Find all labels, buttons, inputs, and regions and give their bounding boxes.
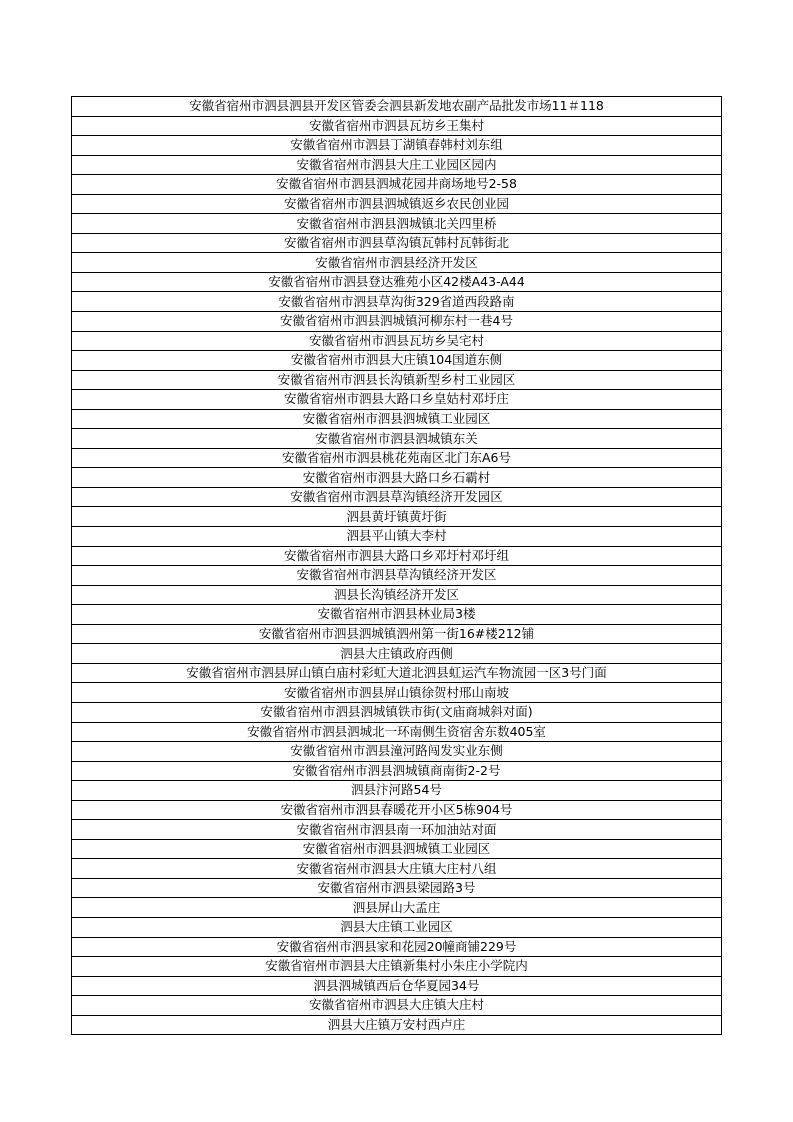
address-cell: 安徽省宿州市泗县南一环加油站对面: [72, 820, 722, 840]
table-row: [72, 507, 722, 527]
address-cell: 安徽省宿州市泗县大庄镇104国道东侧: [72, 351, 722, 371]
address-cell: 安徽省宿州市泗县梁园路3号: [72, 878, 722, 898]
address-cell: 泗县平山镇大李村: [72, 527, 722, 547]
table-row: [72, 859, 722, 879]
table-row: [72, 898, 722, 918]
table-row: [72, 937, 722, 957]
table-row: [72, 546, 722, 566]
table-row: [72, 820, 722, 840]
table-row: [72, 878, 722, 898]
address-cell: 泗县汴河路54号: [72, 781, 722, 801]
table-row: [72, 253, 722, 273]
address-cell: 安徽省宿州市泗县大庄镇新集村小朱庄小学院内: [72, 957, 722, 977]
address-cell: 安徽省宿州市泗县潼河路闯发实业东侧: [72, 742, 722, 762]
address-cell: 安徽省宿州市泗县泗城镇泗州第一街16#楼212铺: [72, 624, 722, 644]
address-cell: 安徽省宿州市泗县经济开发区: [72, 253, 722, 273]
address-cell: 安徽省宿州市泗县泗城镇东关: [72, 429, 722, 449]
address-cell: 安徽省宿州市泗县草沟街329省道西段路南: [72, 292, 722, 312]
table-row: [72, 331, 722, 351]
table-row: [72, 390, 722, 410]
table-row: [72, 429, 722, 449]
address-cell: 安徽省宿州市泗县屏山镇白庙村彩虹大道北泗县虹运汽车物流园一区3号门面: [72, 663, 722, 683]
table-row: [72, 917, 722, 937]
table-row: [72, 702, 722, 722]
address-cell: 安徽省宿州市泗县春暖花开小区5栋904号: [72, 800, 722, 820]
address-cell: 安徽省宿州市泗县泗城花园井商场地号2-58: [72, 175, 722, 195]
address-cell: 安徽省宿州市泗县泗城镇河柳东村一巷4号: [72, 312, 722, 332]
table-row: [72, 742, 722, 762]
address-cell: 安徽省宿州市泗县大路口乡皇姑村邓圩庄: [72, 390, 722, 410]
table-row: [72, 116, 722, 136]
address-cell: 安徽省宿州市泗县泗城镇铁市街(文庙商城斜对面): [72, 702, 722, 722]
address-cell: 安徽省宿州市泗县屏山镇徐贺村邢山南坡: [72, 683, 722, 703]
table-row: [72, 585, 722, 605]
address-cell: 安徽省宿州市泗县丁湖镇春韩村刘东组: [72, 136, 722, 156]
table-row: [72, 155, 722, 175]
table-row: [72, 976, 722, 996]
address-cell: 安徽省宿州市泗县泗城镇北关四里桥: [72, 214, 722, 234]
table-row: [72, 233, 722, 253]
address-cell: 泗县屏山大孟庄: [72, 898, 722, 918]
table-row: [72, 781, 722, 801]
table-row: [72, 351, 722, 371]
table-row: [72, 292, 722, 312]
table-row: [72, 1015, 722, 1035]
address-cell: 安徽省宿州市泗县长沟镇新型乡村工业园区: [72, 370, 722, 390]
address-cell: 安徽省宿州市泗县大路口乡石霸村: [72, 468, 722, 488]
address-cell: 安徽省宿州市泗县家和花园20幢商铺229号: [72, 937, 722, 957]
table-row: [72, 194, 722, 214]
address-cell: 泗县长沟镇经济开发区: [72, 585, 722, 605]
address-cell: 安徽省宿州市泗县泗城镇商南街2-2号: [72, 761, 722, 781]
table-row: [72, 663, 722, 683]
address-cell: 泗县大庄镇政府西侧: [72, 644, 722, 664]
table-row: [72, 409, 722, 429]
address-cell: 安徽省宿州市泗县瓦坊乡王集村: [72, 116, 722, 136]
address-cell: 泗县泗城镇西后仓华夏园34号: [72, 976, 722, 996]
table-row: [72, 97, 722, 117]
address-cell: 安徽省宿州市泗县草沟镇经济开发区: [72, 566, 722, 586]
table-row: [72, 370, 722, 390]
table-row: [72, 644, 722, 664]
address-cell: 泗县黄圩镇黄圩街: [72, 507, 722, 527]
address-cell: 安徽省宿州市泗县泗城镇返乡农民创业园: [72, 194, 722, 214]
table-row: [72, 136, 722, 156]
address-cell: 安徽省宿州市泗县草沟镇瓦韩村瓦韩街北: [72, 233, 722, 253]
table-row: [72, 487, 722, 507]
table-row: [72, 605, 722, 625]
table-row: [72, 214, 722, 234]
table-row: [72, 800, 722, 820]
table-row: [72, 566, 722, 586]
table-row: [72, 527, 722, 547]
address-cell: 泗县大庄镇工业园区: [72, 917, 722, 937]
address-cell: 安徽省宿州市泗县泗城镇工业园区: [72, 839, 722, 859]
address-cell: 安徽省宿州市泗县草沟镇经济开发园区: [72, 487, 722, 507]
address-table: [71, 96, 722, 1035]
address-cell: 安徽省宿州市泗县泗城北一环南侧生资宿舍东数405室: [72, 722, 722, 742]
table-row: [72, 839, 722, 859]
address-cell: 安徽省宿州市泗县泗城镇工业园区: [72, 409, 722, 429]
address-cell: 安徽省宿州市泗县林业局3楼: [72, 605, 722, 625]
table-row: [72, 761, 722, 781]
address-cell: 安徽省宿州市泗县瓦坊乡吴宅村: [72, 331, 722, 351]
table-row: [72, 957, 722, 977]
address-cell: 安徽省宿州市泗县大庄镇大庄村: [72, 996, 722, 1016]
table-row: [72, 624, 722, 644]
address-cell: 泗县大庄镇万安村西卢庄: [72, 1015, 722, 1035]
address-cell: 安徽省宿州市泗县泗县开发区管委会泗县新发地农副产品批发市场11＃118: [72, 97, 722, 117]
table-row: [72, 272, 722, 292]
table-row: [72, 312, 722, 332]
address-cell: 安徽省宿州市泗县大路口乡邓圩村邓圩组: [72, 546, 722, 566]
table-row: [72, 175, 722, 195]
address-cell: 安徽省宿州市泗县大庄镇大庄村八组: [72, 859, 722, 879]
table-row: [72, 996, 722, 1016]
table-row: [72, 722, 722, 742]
address-cell: 安徽省宿州市泗县桃花苑南区北门东A6号: [72, 448, 722, 468]
table-row: [72, 468, 722, 488]
table-row: [72, 683, 722, 703]
table-row: [72, 448, 722, 468]
address-table-body: [72, 97, 722, 1035]
address-cell: 安徽省宿州市泗县登达雅苑小区42楼A43-A44: [72, 272, 722, 292]
address-cell: 安徽省宿州市泗县大庄工业园区园内: [72, 155, 722, 175]
